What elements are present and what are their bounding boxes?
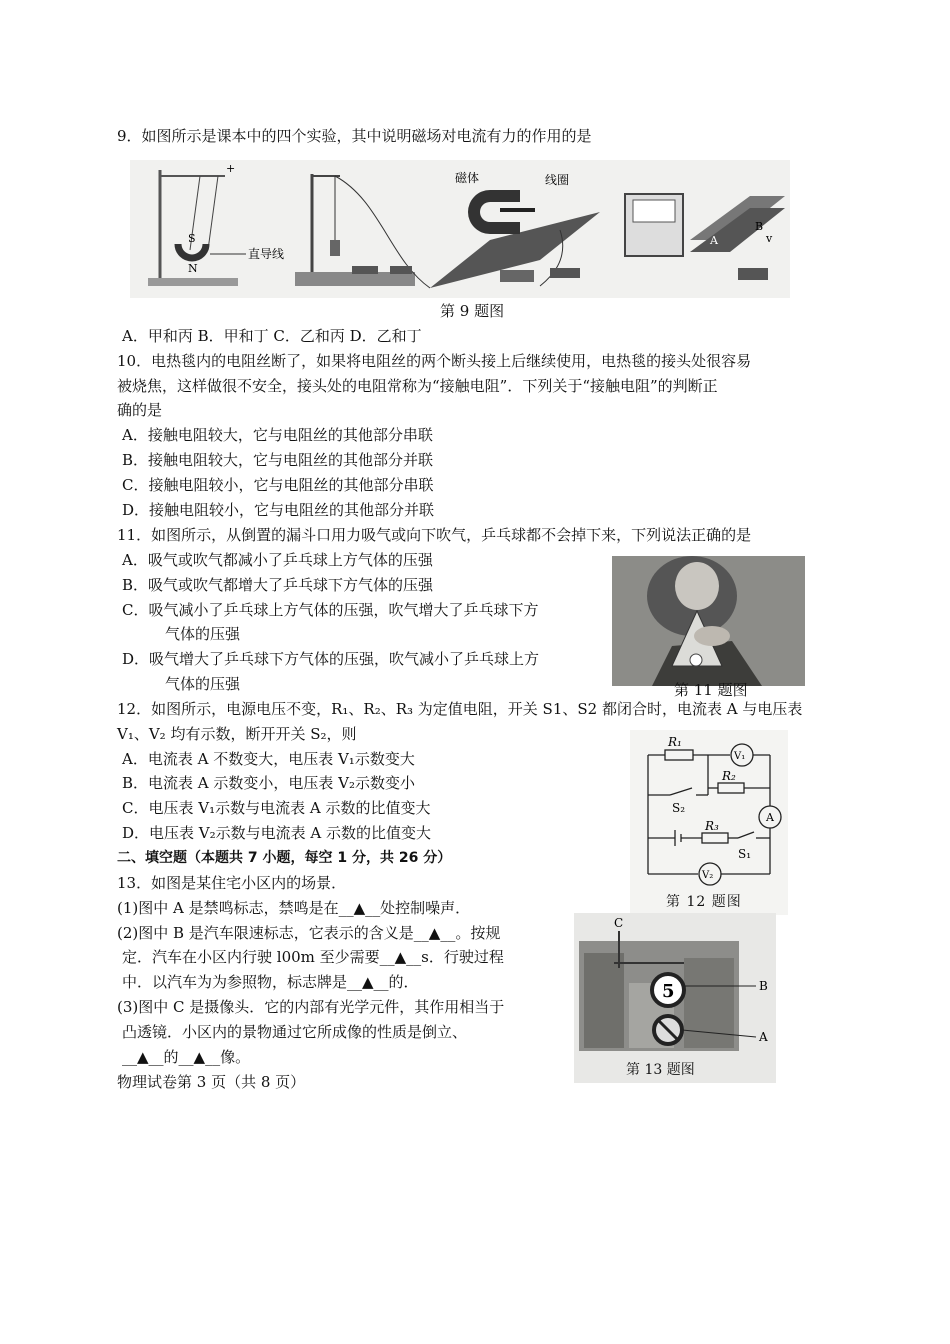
q12-circuit-figure xyxy=(630,730,788,915)
q9-figure-caption: 第 9 题图 xyxy=(440,302,505,320)
svg-text:S₂: S₂ xyxy=(672,801,686,815)
q10-option-a: A．接触电阻较大，它与电阻丝的其他部分串联 xyxy=(122,426,433,444)
q11-caption: 第 11 题图 xyxy=(674,681,748,699)
q10-option-b: B．接触电阻较大，它与电阻丝的其他部分并联 xyxy=(122,451,434,469)
q10-stem-line: 10．电热毯内的电阻丝断了，如果将电阻丝的两个断头接上后继续使用，电热毯的接头处很容易 xyxy=(117,352,752,370)
q11-option-a: A．吸气或吹气都减小了乒乓球上方气体的压强 xyxy=(122,551,433,569)
q13-caption: 第 13 题图 xyxy=(626,1062,695,1078)
svg-text:线圈: 线圈 xyxy=(545,173,570,187)
svg-text:S₁: S₁ xyxy=(738,847,752,861)
q12-option-a: A．电流表 A 不数变大，电压表 V₁示数变大 xyxy=(122,750,415,768)
q11-option-c-cont: 气体的压强 xyxy=(165,625,241,643)
svg-text:5: 5 xyxy=(662,981,675,1002)
q13-line: 中．以汽车为为参照物，标志牌是__▲__的． xyxy=(122,973,419,991)
page-footer: 物理试卷第 3 页（共 8 页） xyxy=(117,1073,306,1091)
svg-text:A: A xyxy=(766,811,774,824)
q11-stem: 11．如图所示，从倒置的漏斗口用力吸气或向下吹气，乒乓球都不会掉下来，下列说法正确的是 xyxy=(117,526,752,544)
q13-photo xyxy=(574,913,776,1083)
q12-circuit-diagram xyxy=(630,730,788,915)
svg-text:V₂: V₂ xyxy=(702,870,714,881)
svg-text:V₁: V₁ xyxy=(734,751,746,762)
q12-option-c: C．电压表 V₁示数与电流表 A 示数的比值变大 xyxy=(122,799,431,817)
svg-text:A: A xyxy=(710,234,718,247)
q13-stem: 13．如图是某住宅小区内的场景． xyxy=(117,874,347,892)
svg-text:N: N xyxy=(188,262,198,275)
q11-option-c: C．吸气减小了乒乓球上方气体的压强，吹气增大了乒乓球下方 xyxy=(122,601,539,619)
q9-experiments-illustration xyxy=(130,160,790,298)
svg-text:R₁: R₁ xyxy=(668,735,682,749)
svg-text:+: + xyxy=(226,162,236,175)
q12-option-b: B．电流表 A 示数变小，电压表 V₂示数变小 xyxy=(122,774,416,792)
q9-options: A．甲和丙 B．甲和丁 C．乙和丙 D．乙和丁 xyxy=(122,327,422,345)
svg-text:A: A xyxy=(759,1030,768,1044)
section2-heading: 二、填空题（本题共 7 小题，每空 1 分，共 26 分） xyxy=(117,850,452,866)
q13-line: (3)图中 C 是摄像头．它的内部有光学元件，其作用相当于 xyxy=(117,998,505,1016)
q13-line: (1)图中 A 是禁鸣标志，禁鸣是在__▲__处控制噪声． xyxy=(117,899,471,917)
svg-text:B: B xyxy=(759,979,768,993)
q12-option-d: D．电压表 V₂示数与电流表 A 示数的比值变大 xyxy=(122,824,432,842)
q11-option-d: D．吸气增大了乒乓球下方气体的压强，吹气减小了乒乓球上方 xyxy=(122,650,540,668)
q12-stem-line2: V₁、V₂ 均有示数，断开开关 S₂，则 xyxy=(117,725,357,743)
q11-funnel-illustration xyxy=(612,556,805,686)
q9-stem: 9．如图所示是课本中的四个实验，其中说明磁场对电流有力的作用的是 xyxy=(117,127,592,145)
q10-stem-line: 确的是 xyxy=(117,401,163,419)
svg-text:R₂: R₂ xyxy=(722,769,736,783)
q13-line: 定．汽车在小区内行驶 l00m 至少需要__▲__s．行驶过程 xyxy=(122,948,504,966)
svg-text:磁体: 磁体 xyxy=(455,171,480,185)
q12-caption: 第 12 题图 xyxy=(666,894,742,910)
svg-text:R₃: R₃ xyxy=(705,819,719,833)
q11-option-d-cont: 气体的压强 xyxy=(165,675,241,693)
svg-text:C: C xyxy=(614,916,624,930)
q9-figure xyxy=(130,160,790,298)
svg-text:直导线: 直导线 xyxy=(248,247,285,261)
q10-option-d: D．接触电阻较小，它与电阻丝的其他部分并联 xyxy=(122,501,435,519)
q10-option-c: C．接触电阻较小，它与电阻丝的其他部分串联 xyxy=(122,476,434,494)
q13-line: (2)图中 B 是汽车限速标志，它表示的含义是__▲__。按规 xyxy=(117,924,501,942)
q13-line: __▲__的__▲__像。 xyxy=(122,1048,251,1066)
q11-option-b: B．吸气或吹气都增大了乒乓球下方气体的压强 xyxy=(122,576,434,594)
svg-text:v: v xyxy=(766,232,773,245)
svg-text:S: S xyxy=(188,232,196,245)
q12-stem-line1: 12．如图所示，电源电压不变，R₁、R₂、R₃ 为定值电阻，开关 S1、S2 都闭合时，电流表 A 与电压表 xyxy=(117,700,803,718)
q13-line: 凸透镜．小区内的景物通过它所成像的性质是倒立、 xyxy=(122,1023,468,1041)
q10-stem-line: 被烧焦，这样做很不安全，接头处的电阻常称为“接触电阻”．下列关于“接触电阻”的判断正 xyxy=(117,377,718,395)
q13-street-illustration xyxy=(574,913,776,1083)
svg-text:B: B xyxy=(755,220,764,233)
q11-photo xyxy=(612,556,805,686)
